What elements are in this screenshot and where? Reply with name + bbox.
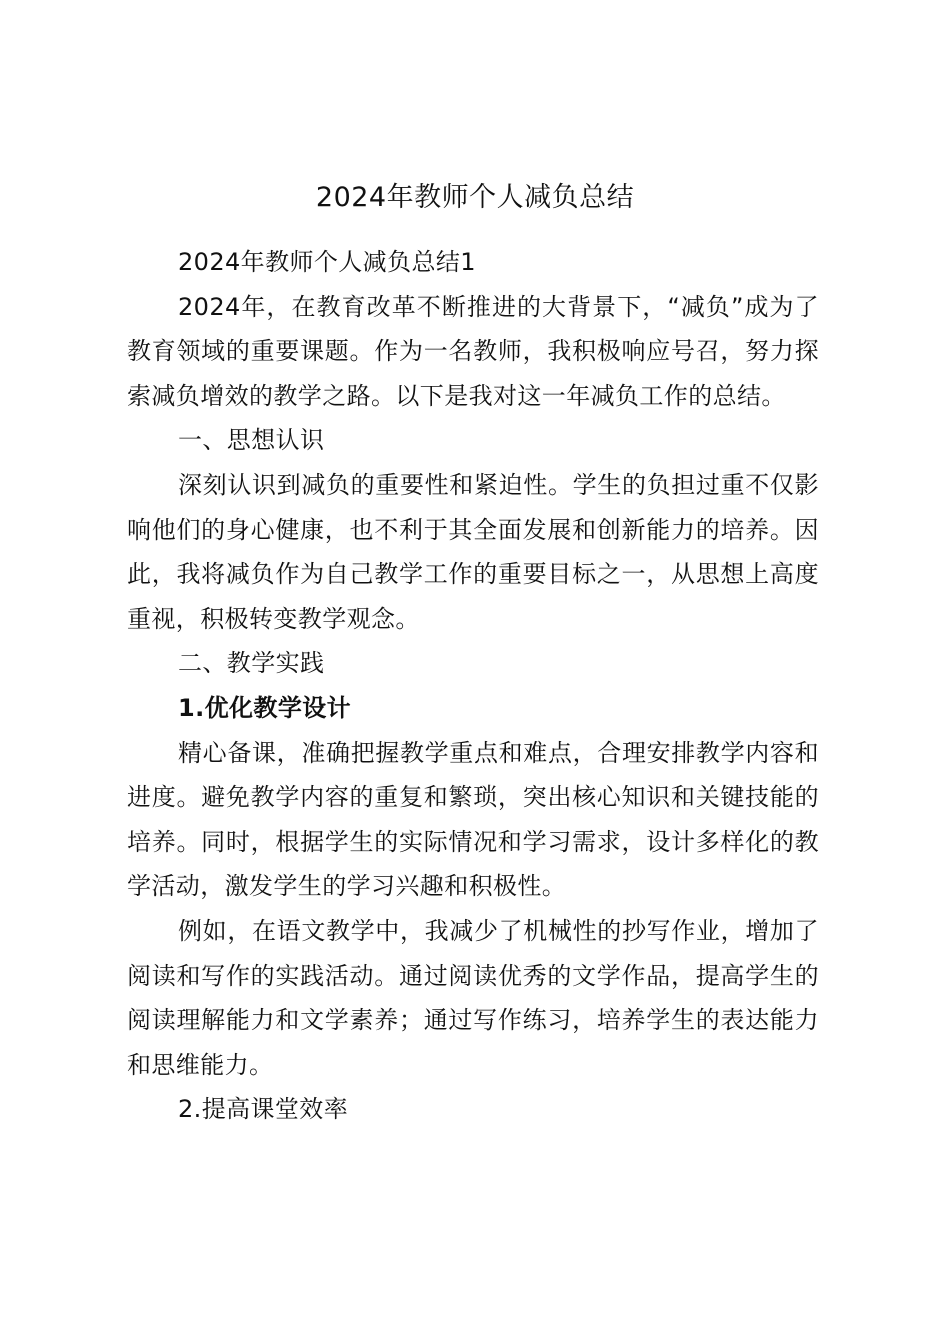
section-heading-practice: 二、教学实践: [178, 649, 325, 678]
section-heading-thinking: 一、思想认识: [178, 426, 325, 455]
subheading-optimize-design: 1.优化教学设计: [178, 693, 352, 722]
document-title: 2024年教师个人减负总结: [315, 182, 635, 213]
section-heading-summary-1: 2024年教师个人减负总结1: [178, 248, 476, 276]
design-paragraph: 精心备课，准确把握教学重点和难点，合理安排教学内容和进度。避免教学内容的重复和繁琐，突出核心知识和关键技能的培养。同时，根据学生的实际情况和学习需求，设计多样化的教学活动，激发学生的学习兴趣和积极性。: [127, 738, 819, 901]
subheading-classroom-efficiency: 2.提高课堂效率: [178, 1095, 349, 1124]
document-body: [127, 240, 819, 1132]
thinking-paragraph: 深刻认识到减负的重要性和紧迫性。学生的负担过重不仅影响他们的身心健康，也不利于其全面发展和创新能力的培养。因此，我将减负作为自己教学工作的重要目标之一，从思想上高度重视，积极转变教学观念。: [127, 470, 819, 633]
intro-paragraph: 2024年，在教育改革不断推进的大背景下，“减负”成为了教育领域的重要课题。作为一名教师，我积极响应号召，努力探索减负增效的教学之路。以下是我对这一年减负工作的总结。: [127, 292, 819, 410]
example-paragraph: 例如，在语文教学中，我减少了机械性的抄写作业，增加了阅读和写作的实践活动。通过阅读优秀的文学作品，提高学生的阅读理解能力和文学素养；通过写作练习，培养学生的表达能力和思维能力。: [127, 916, 819, 1079]
